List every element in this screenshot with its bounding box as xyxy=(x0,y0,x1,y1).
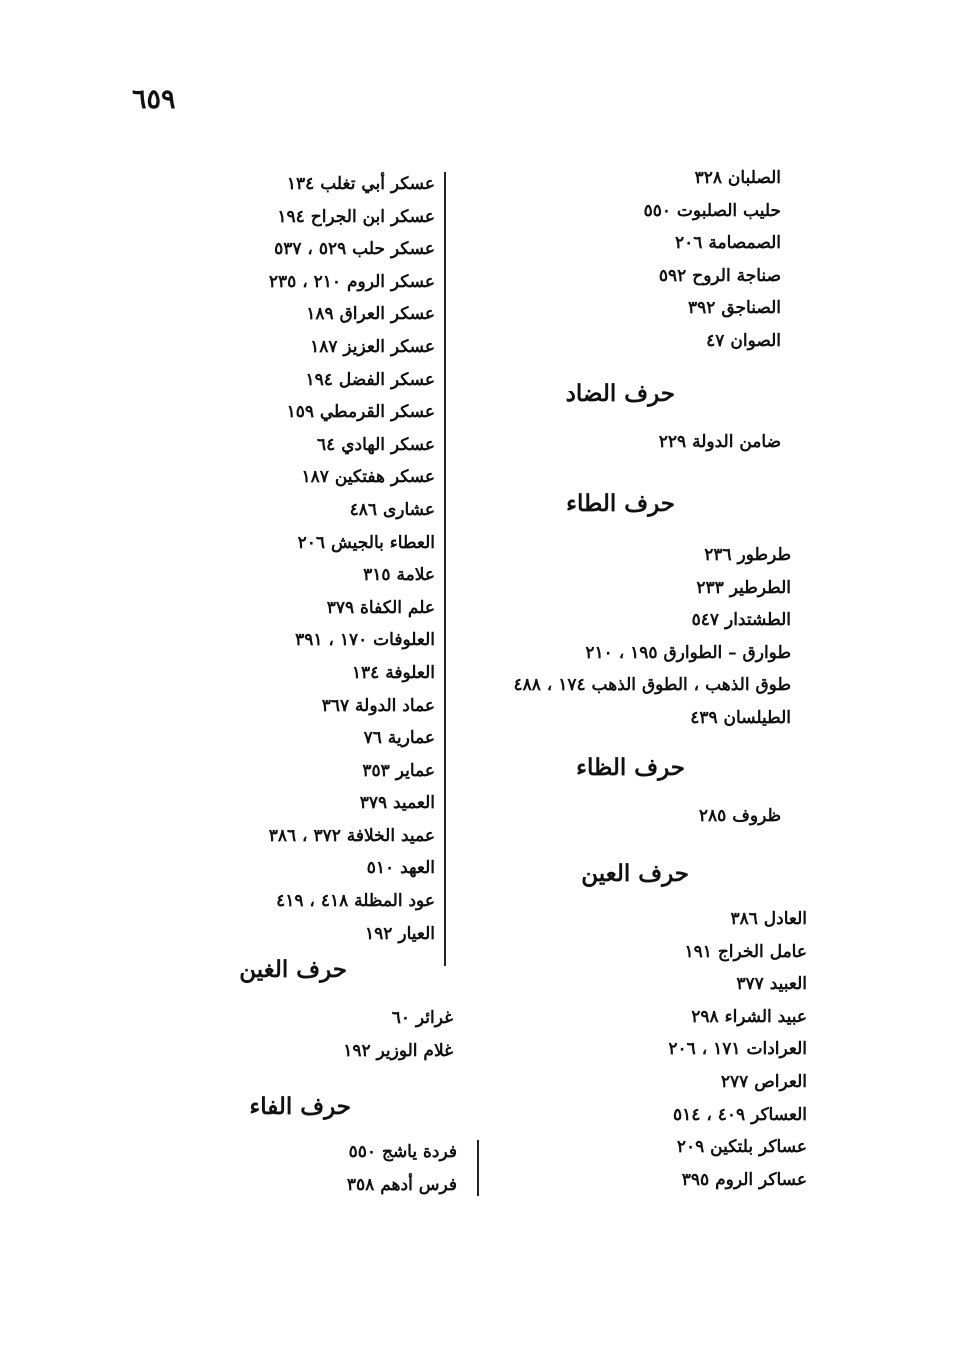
index-entry: ضامن الدولة ٢٢٩ xyxy=(658,432,781,452)
heading-dad: حرف الضاد xyxy=(565,380,675,407)
index-entry: عماد الدولة ٣٦٧ xyxy=(321,695,435,716)
index-entry: علم الكفاة ٣٧٩ xyxy=(326,597,435,618)
section-dad-entries xyxy=(659,426,781,459)
index-entry: صناجة الروح ٥٩٢ xyxy=(658,265,781,286)
heading-ain: حرف العين xyxy=(581,860,689,887)
index-entry: العميد ٣٧٩ xyxy=(359,793,435,814)
index-entry: عسكر القرمطي ١٥٩ xyxy=(286,402,435,423)
index-entry: فرس أدهم ٣٥٨ xyxy=(346,1174,457,1195)
index-entry: عسكر ابن الجراح ١٩٤ xyxy=(277,206,435,227)
index-entry: عود المظلة ٤١٨ ، ٤١٩ xyxy=(276,891,435,912)
index-entry: الصناجق ٣٩٢ xyxy=(688,298,781,319)
index-entry: حليب الصلبوت ٥٥٠ xyxy=(643,200,781,221)
index-entry: عسكر أبي تغلب ١٣٤ xyxy=(286,174,435,194)
index-entry: الصوان ٤٧ xyxy=(706,330,781,351)
index-entry: العراص ٢٧٧ xyxy=(720,1071,807,1092)
index-entry: عسكر العراق ١٨٩ xyxy=(306,304,435,325)
heading-ta: حرف الطاء xyxy=(566,490,675,517)
index-entry: ظروف ٢٨٥ xyxy=(698,806,781,826)
index-entry: علامة ٣١٥ xyxy=(363,565,435,586)
index-entry: عماير ٣٥٣ xyxy=(362,760,435,781)
section-ghain-entries xyxy=(343,1002,453,1067)
index-entry: العهد ٥١٠ xyxy=(366,858,435,879)
heading-fa: حرف الفاء xyxy=(249,1093,351,1120)
index-entry: عمارية ٧٦ xyxy=(363,728,435,749)
section-sad-entries xyxy=(644,162,781,358)
index-entry: طوارق – الطوارق ١٩٥ ، ٢١٠ xyxy=(585,642,791,663)
index-entry: الطيلسان ٤٣٩ xyxy=(690,707,791,728)
index-entry: العيار ١٩٢ xyxy=(365,923,435,944)
index-entry: عبيد الشراء ٢٩٨ xyxy=(691,1006,807,1027)
page-number: ٦٥٩ xyxy=(132,84,176,115)
right-column xyxy=(644,162,781,358)
index-entry: عسكر حلب ٥٢٩ ، ٥٣٧ xyxy=(274,239,435,260)
index-entry: الطشتدار ٥٤٧ xyxy=(691,610,791,631)
section-ain-entries xyxy=(668,903,807,1196)
index-entry: طوق الذهب ، الطوق الذهب ١٧٤ ، ٤٨٨ xyxy=(513,675,791,696)
index-entry: العرادات ١٧١ ، ٢٠٦ xyxy=(668,1039,807,1060)
section-za-entries xyxy=(699,800,781,833)
index-entry: غلام الوزير ١٩٢ xyxy=(343,1040,453,1061)
index-entry: عسكر الفضل ١٩٤ xyxy=(305,369,435,390)
index-entry: عساكر الروم ٣٩٥ xyxy=(681,1169,807,1190)
index-entry: العساكر ٤٠٩ ، ٥١٤ xyxy=(673,1104,807,1125)
left-column-ain-entries xyxy=(269,168,435,950)
index-entry: عميد الخلافة ٣٧٢ ، ٣٨٦ xyxy=(268,825,435,846)
index-entry: عشارى ٤٨٦ xyxy=(349,499,435,520)
index-entry: عامل الخراج ١٩١ xyxy=(684,941,807,962)
heading-za: حرف الظاء xyxy=(576,754,685,781)
index-entry: عساكر بلتكين ٢٠٩ xyxy=(676,1137,807,1158)
section-ta-entries xyxy=(513,539,791,735)
index-entry: العبيد ٣٧٧ xyxy=(736,974,807,995)
index-entry: غرائر ٦٠ xyxy=(391,1008,453,1028)
index-entry: طرطور ٢٣٦ xyxy=(704,545,791,565)
section-fa-entries xyxy=(347,1136,457,1201)
heading-ghain: حرف الغين xyxy=(239,956,347,983)
index-entry: عسكر الهادي ٦٤ xyxy=(317,434,435,455)
index-entry: الطرطير ٢٣٣ xyxy=(696,577,791,598)
index-entry: العلوفات ١٧٠ ، ٣٩١ xyxy=(295,630,435,651)
index-entry: العادل ٣٨٦ xyxy=(730,909,807,929)
column-divider-bottom xyxy=(477,1140,479,1196)
index-entry: عسكر العزيز ١٨٧ xyxy=(310,336,435,357)
column-divider xyxy=(444,172,446,966)
index-entry: عسكر هفتكين ١٨٧ xyxy=(301,467,435,488)
index-entry: العلوفة ١٣٤ xyxy=(351,662,435,683)
index-entry: عسكر الروم ٢١٠ ، ٢٣٥ xyxy=(268,271,435,292)
index-entry: الصلبان ٣٢٨ xyxy=(694,168,781,188)
index-entry: العطاء بالجيش ٢٠٦ xyxy=(297,532,435,553)
index-entry: الصمصامة ٢٠٦ xyxy=(675,233,781,254)
index-entry: فردة ياشج ٥٥٠ xyxy=(348,1142,457,1162)
